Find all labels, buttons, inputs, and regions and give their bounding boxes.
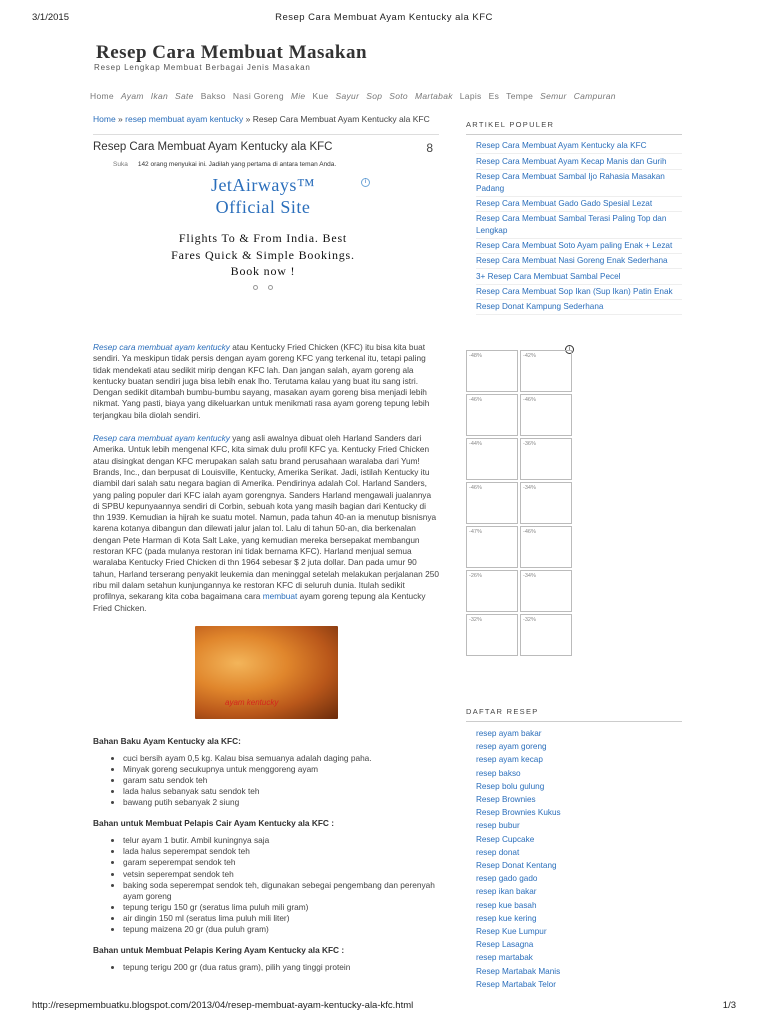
ingredient-item: • bawang putih sebanyak 2 siung (123, 797, 439, 808)
nav-ayam[interactable]: Ayam (120, 91, 144, 101)
like-button[interactable]: Suka (113, 161, 128, 168)
discount-tile[interactable]: -48% (466, 350, 518, 392)
ad-headline-line: JetAirways™ (210, 175, 316, 195)
recipe-link[interactable]: resep ikan bakar (476, 887, 537, 897)
popular-article-link[interactable]: Resep Cara Membuat Ayam Kecap Manis dan Gurih (476, 154, 682, 169)
ingredient-item: • air dingin 150 ml (seratus lima puluh mili liter) (123, 913, 439, 924)
ingredient-item: • lada halus seperempat sendok teh (123, 846, 439, 857)
image-watermark: ayam kentucky (225, 697, 279, 707)
popular-articles (466, 120, 682, 315)
ingredient-item: • cuci bersih ayam 0,5 kg. Kalau bisa semuanya adalah daging paha. (123, 753, 439, 764)
ad-banner[interactable] (153, 174, 373, 324)
breadcrumb-separator: » (115, 114, 126, 124)
post-title: Resep Cara Membuat Ayam Kentucky ala KFC (93, 141, 333, 153)
ad-info-icon[interactable]: i (361, 178, 370, 187)
ad-body-line: Fares Quick & Simple Bookings. (171, 247, 355, 262)
discount-tile[interactable]: -46% (466, 394, 518, 436)
main-nav (90, 91, 690, 103)
nav-kue[interactable]: Kue (312, 91, 329, 101)
recipe-link[interactable]: resep donat (476, 847, 520, 857)
article-link[interactable]: Resep cara membuat ayam kentucky (93, 433, 230, 444)
share-count: 8 (426, 141, 433, 155)
like-row (113, 161, 439, 168)
paragraph-text: yang asli awalnya dibuat oleh Harland Sanders dari Amerika. Untuk lebih mengenal KFC, kita simak dulu profil KFC ya. Kentucky Fried Chicken atau disingkat dengan KFC merupakan salah satu brand perusahaan waralaba dari Yum! Brands, Inc., dan berpusat di Louisville, Kentucky, Amerika Serikat. Jadi, istilah Kentucky itu diambil dari salah satu negara bagian di Amerika. Pendirinya adalah Col. Harland Sanders, yang paling populer dari KFC ialah ayam gorengnya. Sanders Harland mengawali jualannya di SPBU kepunyaannya sendiri di Corbin, sebuah kota yang masih bagian dari Kentucky di thn 1939. Kemudian ia hijrah ke suatu motel. Namun, pada tahun 40-an ia menutup bisnisnya karena kotanya dibangun dan dilewati jalur jalan tol. Lalu di tahun 50-an, dia berkenalan dengan Pete Harman di Kota Salt Lake, yang kemudian mereka bersepakat membangun restoran KFC (pada mulanya restoran ini tidak bernama KFC). Harland menjual semua waralaba Kentucky Fried Chicken di thn 1964 sebesar $ 2 juta dollar. Dan pada umur 90 tahun, Harland terserang penyakit leukemia dan meninggal setelah melakukan perjalanan 250 ribu mil dalam setahun kunjungannya ke restoran KFC di seluruh dunia. Itulah sedikit profilnya, sekarang kita coba bagaimana cara (93, 433, 439, 602)
recipe-link[interactable]: Resep Cupcake (476, 834, 535, 844)
ingredient-list (93, 753, 439, 808)
recipe-link[interactable]: Resep Donat Kentang (476, 861, 557, 871)
popular-article-link[interactable]: Resep Cara Membuat Sambal Ijo Rahasia Masakan Padang (476, 170, 682, 197)
ingredient-item: • Minyak goreng secukupnya untuk menggoreng ayam (123, 764, 439, 775)
ingredient-item: • tepung maizena 20 gr (dua puluh gram) (123, 924, 439, 935)
breadcrumb-separator: » (243, 114, 253, 124)
recipe-link[interactable]: resep bubur (476, 821, 520, 831)
breadcrumb (93, 114, 439, 125)
recipe-link[interactable]: resep kue kering (476, 913, 537, 923)
nav-home[interactable]: Home (90, 91, 114, 101)
recipe-link[interactable]: Resep Brownies Kukus (476, 808, 561, 818)
discount-tile[interactable]: -34% (520, 570, 572, 612)
recipe-link[interactable]: resep ayam kecap (476, 755, 543, 765)
nav-sate[interactable]: Sate (175, 91, 194, 101)
discount-tile[interactable]: -46% (520, 526, 572, 568)
recipe-list (466, 727, 682, 991)
popular-article-link[interactable]: 3+ Resep Cara Membuat Sambal Pecel (476, 269, 682, 284)
ad-carousel-dots (153, 285, 373, 290)
section-heading: Bahan Baku Ayam Kentucky ala KFC: (93, 735, 241, 746)
recipe-link[interactable]: resep bakso (476, 768, 521, 778)
popular-article-link[interactable]: Resep Cara Membuat Ayam Kentucky ala KFC (476, 139, 682, 154)
nav-soto[interactable]: Soto (389, 91, 408, 101)
recipe-link[interactable]: resep kue basah (476, 900, 537, 910)
popular-article-link[interactable]: Resep Cara Membuat Soto Ayam paling Enak + Lezat (476, 239, 682, 254)
print-footer (32, 1000, 736, 1014)
nav-es[interactable]: Es (488, 91, 500, 101)
discount-tile[interactable]: -32% (520, 614, 572, 656)
discount-tile[interactable]: -44% (466, 438, 518, 480)
popular-article-link[interactable]: Resep Cara Membuat Gado Gado Spesial Lezat (476, 197, 682, 212)
ingredient-item: • lada halus sebanyak satu sendok teh (123, 786, 439, 797)
ad-body-line: Book now ! (230, 264, 296, 278)
ingredient-list (93, 962, 439, 973)
recipe-list-heading: DAFTAR RESEP (466, 707, 682, 722)
recipe-link[interactable]: resep martabak (476, 953, 533, 963)
ad-headline-line: Official Site (215, 197, 311, 217)
popular-list (466, 139, 682, 315)
print-title: Resep Cara Membuat Ayam Kentucky ala KFC (275, 12, 493, 23)
ingredient-item: • telur ayam 1 butir. Ambil kuningnya saja (123, 835, 439, 846)
fried-chicken-image (195, 626, 338, 719)
article-paragraph (93, 342, 439, 421)
recipe-link[interactable]: Resep Martabak Manis (476, 966, 561, 976)
discount-tile[interactable]: -26% (466, 570, 518, 612)
discount-tile[interactable]: -32% (466, 614, 518, 656)
nav-tempe[interactable]: Tempe (506, 91, 534, 101)
nav-semur[interactable]: Semur (540, 91, 567, 101)
article-paragraph (93, 433, 439, 614)
ingredient-item: • tepung terigu 150 gr (seratus lima puluh mili gram) (123, 902, 439, 913)
ad-body (153, 230, 373, 280)
recipe-link[interactable]: Resep Lasagna (476, 940, 534, 950)
section-heading: Bahan untuk Membuat Pelapis Kering Ayam Kentucky ala KFC : (93, 945, 345, 956)
print-header (32, 12, 736, 26)
nav-martabak[interactable]: Martabak (414, 91, 453, 101)
nav-bakso[interactable]: Bakso (200, 91, 226, 101)
print-date: 3/1/2015 (32, 12, 69, 23)
discount-tile[interactable]: -47% (466, 526, 518, 568)
main-content (93, 114, 439, 973)
breadcrumb-current: Resep Cara Membuat Ayam Kentucky ala KFC (252, 114, 430, 124)
ingredient-item: • vetsin seperempat sendok teh (123, 869, 439, 880)
ad-dot[interactable] (253, 285, 258, 290)
recipe-link[interactable]: Resep bolu gulung (476, 781, 545, 791)
paragraph-text: atau Kentucky Fried Chicken (KFC) itu bisa kita buat sendiri. Ya meskipun tidak persis dengan ayam goreng KFC yang terkenal itu, tetapi paling tidak mendekati atau sedikit mirip dengan KFC lah. Dan jangan salah, ayam goreng ala kentucky buatan sendiri juga bisa lebih enak lho. Terutama kalau yang buat itu sang istri. Dengan sedikit ditambah bumbu-bumbu sayang, masakan ayam goreng bisa menjadi lebih nikmat. Yang pasti, biaya yang dikeluarkan untuk menikmati rasa ayam goreng tepung lebih terjangkau bila diolah sendiri. (93, 342, 430, 420)
recipe-link[interactable]: Resep Brownies (476, 795, 536, 805)
nav-sayur[interactable]: Sayur (335, 91, 360, 101)
discount-tile[interactable]: -36% (520, 438, 572, 480)
popular-article-link[interactable]: Resep Cara Membuat Sambal Terasi Paling Top dan Lengkap (476, 212, 682, 239)
like-text: 142 orang menyukai ini. Jadilah yang pertama di antara teman Anda. (137, 161, 337, 168)
section-heading: Bahan untuk Membuat Pelapis Cair Ayam Kentucky ala KFC : (93, 818, 334, 829)
recipe-link[interactable]: Resep Kue Lumpur (476, 927, 547, 937)
discount-tile[interactable]: -42% (520, 350, 572, 392)
nav-lapis[interactable]: Lapis (459, 91, 482, 101)
nav-sop[interactable]: Sop (366, 91, 383, 101)
ad-headline[interactable] (153, 174, 373, 218)
popular-article-link[interactable]: Resep Cara Membuat Nasi Goreng Enak Sederhana (476, 254, 682, 269)
popular-article-link[interactable]: Resep Cara Membuat Sop Ikan (Sup Ikan) Patin Enak (476, 285, 682, 300)
recipe-link[interactable]: resep gado gado (476, 874, 538, 884)
print-url: http://resepmembuatku.blogspot.com/2013/04/resep-membuat-ayam-kentucky-ala-kfc.html (32, 1000, 414, 1011)
breadcrumb-category[interactable]: resep membuat ayam kentucky (125, 114, 244, 124)
popular-article-link[interactable]: Resep Donat Kampung Sederhana (476, 300, 682, 315)
ingredient-item: • tepung terigu 200 gr (dua ratus gram), pilih yang tinggi protein (123, 962, 439, 973)
article-link[interactable]: membuat (262, 591, 298, 602)
recipe-link[interactable]: Resep Martabak Telor (476, 979, 556, 989)
site-title[interactable]: Resep Cara Membuat Masakan (96, 42, 368, 63)
discount-tile[interactable]: -46% (520, 394, 572, 436)
nav-mie[interactable]: Mie (290, 91, 306, 101)
nav-nasi-goreng[interactable]: Nasi Goreng (232, 91, 284, 101)
ad-dot[interactable] (268, 285, 273, 290)
site-tagline: Resep Lengkap Membuat Berbagai Jenis Masakan (94, 63, 311, 72)
discount-tile[interactable]: -34% (520, 482, 572, 524)
popular-heading: ARTIKEL POPULER (466, 120, 682, 135)
print-page-number: 1/3 (722, 1000, 736, 1011)
recipe-list-widget (466, 707, 682, 991)
ad-body-line: Flights To & From India. Best (178, 231, 348, 245)
recipe-link[interactable]: resep ayam bakar (476, 729, 542, 738)
ingredient-item: • garam seperempat sendok teh (123, 857, 439, 868)
nav-campuran[interactable]: Campuran (573, 91, 616, 101)
recipe-link[interactable]: resep ayam goreng (476, 742, 547, 752)
ingredient-item: • baking soda seperempat sendok teh, digunakan sebegai pengembang dan perenyah ayam goreng (123, 880, 439, 902)
post-header (93, 134, 439, 155)
nav-ikan[interactable]: Ikan (150, 91, 169, 101)
paragraph-text: ayam goreng tepung ala Kentucky Fried Chicken. (93, 591, 426, 613)
ingredient-list (93, 835, 439, 935)
breadcrumb-home[interactable]: Home (93, 114, 116, 124)
article-link[interactable]: Resep cara membuat ayam kentucky (93, 342, 230, 352)
discount-tile[interactable]: -46% (466, 482, 518, 524)
ingredient-item: • garam satu sendok teh (123, 775, 439, 786)
ad-info-icon[interactable]: i (565, 345, 574, 354)
